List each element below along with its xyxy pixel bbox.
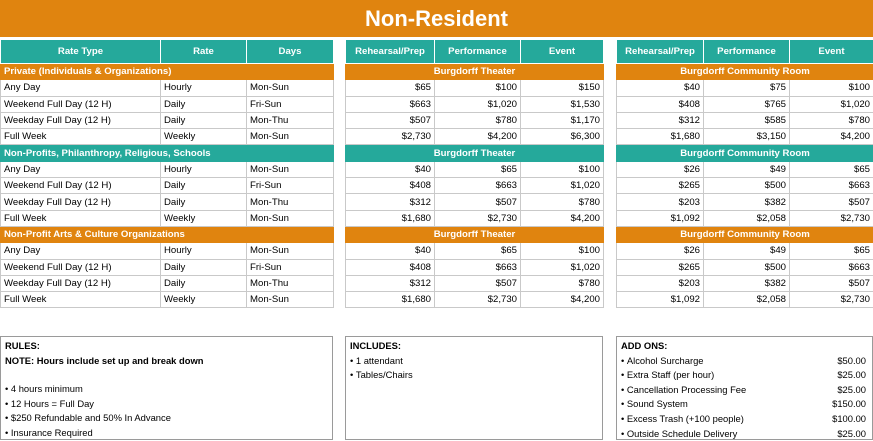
table-cell: $585 bbox=[704, 112, 790, 128]
table-cell: Hourly bbox=[161, 243, 247, 259]
table-cell: $663 bbox=[435, 178, 521, 194]
table-cell: Daily bbox=[161, 275, 247, 291]
table-cell: Mon-Sun bbox=[247, 243, 334, 259]
table-row bbox=[617, 129, 873, 145]
addon-item bbox=[621, 427, 866, 441]
addon-price: $150.00 bbox=[832, 397, 866, 412]
table-row bbox=[617, 275, 873, 291]
includes-item: • 1 attendant bbox=[350, 354, 598, 369]
table-cell: Weekend Full Day (12 H) bbox=[1, 259, 161, 275]
addon-label: • Extra Staff (per hour) bbox=[621, 368, 714, 383]
table-cell: Hourly bbox=[161, 161, 247, 177]
table-cell: Hourly bbox=[161, 80, 247, 96]
addon-item bbox=[621, 383, 866, 398]
table-row bbox=[346, 243, 604, 259]
table-row bbox=[1, 275, 334, 291]
addon-price: $50.00 bbox=[837, 354, 866, 369]
table-cell: $40 bbox=[346, 243, 435, 259]
table-cell: $507 bbox=[435, 194, 521, 210]
table-cell: $100 bbox=[521, 243, 604, 259]
table-row bbox=[617, 194, 873, 210]
table-row bbox=[1, 194, 334, 210]
table-cell: $1,020 bbox=[435, 96, 521, 112]
table-row bbox=[617, 96, 873, 112]
table-row bbox=[617, 161, 873, 177]
table-cell: $4,200 bbox=[790, 129, 873, 145]
venue-row bbox=[346, 226, 604, 242]
table-row bbox=[617, 178, 873, 194]
table-cell: $6,300 bbox=[521, 129, 604, 145]
table-row bbox=[346, 194, 604, 210]
table-cell: $265 bbox=[617, 178, 704, 194]
addons-heading: ADD ONS: bbox=[621, 339, 866, 354]
section-label: Burgdorff Community Room bbox=[617, 145, 873, 161]
table-cell: $312 bbox=[346, 194, 435, 210]
table-cell: $1,680 bbox=[346, 292, 435, 308]
section-label: Private (Individuals & Organizations) bbox=[1, 64, 334, 80]
table-cell: $65 bbox=[790, 243, 873, 259]
table-cell: $1,530 bbox=[521, 96, 604, 112]
venue-row bbox=[346, 64, 604, 80]
table-cell: $507 bbox=[346, 112, 435, 128]
venue-row bbox=[617, 226, 873, 242]
category-row bbox=[1, 226, 334, 242]
includes-heading: INCLUDES: bbox=[350, 339, 598, 354]
table-row bbox=[617, 259, 873, 275]
table-cell: $765 bbox=[704, 96, 790, 112]
addon-label: • Cancellation Processing Fee bbox=[621, 383, 746, 398]
table-cell: Fri-Sun bbox=[247, 259, 334, 275]
section-label: Burgdorff Theater bbox=[346, 64, 604, 80]
table-row bbox=[346, 161, 604, 177]
addon-label: • Excess Trash (+100 people) bbox=[621, 412, 744, 427]
addon-label: • Outside Schedule Delivery bbox=[621, 427, 737, 441]
table-cell: $663 bbox=[346, 96, 435, 112]
table-cell: Daily bbox=[161, 112, 247, 128]
table-cell: Mon-Sun bbox=[247, 210, 334, 226]
table-row bbox=[346, 292, 604, 308]
section-label: Non-Profit Arts & Culture Organizations bbox=[1, 226, 334, 242]
venue-row bbox=[346, 145, 604, 161]
table-row bbox=[617, 210, 873, 226]
rules-item: • 4 hours minimum bbox=[5, 382, 328, 397]
table-cell: $1,020 bbox=[790, 96, 873, 112]
addon-label: • Alcohol Surcharge bbox=[621, 354, 704, 369]
table-cell: $40 bbox=[346, 161, 435, 177]
table-cell: $4,200 bbox=[521, 292, 604, 308]
table-cell: $663 bbox=[435, 259, 521, 275]
table-row bbox=[1, 161, 334, 177]
addons-box bbox=[616, 336, 873, 440]
table-row bbox=[617, 243, 873, 259]
category-row bbox=[1, 64, 334, 80]
table-cell: $780 bbox=[521, 275, 604, 291]
table-cell: Full Week bbox=[1, 210, 161, 226]
table-row bbox=[617, 112, 873, 128]
table-cell: Any Day bbox=[1, 80, 161, 96]
table-cell: Weekend Full Day (12 H) bbox=[1, 178, 161, 194]
page-title: Non-Resident bbox=[0, 0, 873, 37]
table-cell: Mon-Thu bbox=[247, 112, 334, 128]
addon-item bbox=[621, 397, 866, 412]
table-cell: Weekly bbox=[161, 292, 247, 308]
table-cell: $75 bbox=[704, 80, 790, 96]
rules-item: • 12 Hours = Full Day bbox=[5, 397, 328, 412]
table-cell: Mon-Sun bbox=[247, 80, 334, 96]
column-header: Event bbox=[521, 40, 604, 64]
header-row bbox=[1, 40, 334, 64]
table-cell: $780 bbox=[790, 112, 873, 128]
table-cell: Weekly bbox=[161, 129, 247, 145]
table-cell: $312 bbox=[346, 275, 435, 291]
table-cell: $312 bbox=[617, 112, 704, 128]
table-cell: $408 bbox=[346, 178, 435, 194]
table-row bbox=[346, 275, 604, 291]
table-cell: $4,200 bbox=[521, 210, 604, 226]
table-cell: Daily bbox=[161, 96, 247, 112]
table-row bbox=[1, 80, 334, 96]
table-cell: $2,730 bbox=[435, 292, 521, 308]
table-cell: $780 bbox=[435, 112, 521, 128]
table-cell: $150 bbox=[521, 80, 604, 96]
table-cell: $26 bbox=[617, 161, 704, 177]
table-row bbox=[1, 210, 334, 226]
table-cell: $507 bbox=[435, 275, 521, 291]
column-header: Rate Type bbox=[1, 40, 161, 64]
table-row bbox=[346, 96, 604, 112]
table-cell: Full Week bbox=[1, 292, 161, 308]
rules-item: • Insurance Required bbox=[5, 426, 328, 441]
table-cell: $26 bbox=[617, 243, 704, 259]
table-cell: $4,200 bbox=[435, 129, 521, 145]
table-cell: Mon-Sun bbox=[247, 129, 334, 145]
section-label: Burgdorff Theater bbox=[346, 145, 604, 161]
table-cell: Full Week bbox=[1, 129, 161, 145]
table-cell: Weekly bbox=[161, 210, 247, 226]
table-cell: $2,730 bbox=[346, 129, 435, 145]
table-cell: Weekday Full Day (12 H) bbox=[1, 275, 161, 291]
table-cell: $65 bbox=[790, 161, 873, 177]
table-row bbox=[346, 129, 604, 145]
table-cell: $500 bbox=[704, 178, 790, 194]
section-label: Non-Profits, Philanthropy, Religious, Schools bbox=[1, 145, 334, 161]
venue-row bbox=[617, 64, 873, 80]
rules-note: NOTE: Hours include set up and break down bbox=[5, 354, 328, 369]
table-cell: $2,730 bbox=[790, 210, 873, 226]
column-header: Performance bbox=[435, 40, 521, 64]
column-header: Rehearsal/Prep bbox=[617, 40, 704, 64]
table-cell: $500 bbox=[704, 259, 790, 275]
table-cell: $1,092 bbox=[617, 210, 704, 226]
table-row bbox=[1, 129, 334, 145]
addon-price: $25.00 bbox=[837, 383, 866, 398]
table-cell: $203 bbox=[617, 275, 704, 291]
table-cell: $203 bbox=[617, 194, 704, 210]
table-cell: $780 bbox=[521, 194, 604, 210]
table-cell: $1,680 bbox=[346, 210, 435, 226]
category-row bbox=[1, 145, 334, 161]
table-cell: $382 bbox=[704, 275, 790, 291]
table-cell: $100 bbox=[790, 80, 873, 96]
table-row bbox=[346, 210, 604, 226]
table-row bbox=[346, 80, 604, 96]
rules-heading: RULES: bbox=[5, 339, 328, 354]
table-row bbox=[346, 112, 604, 128]
table-cell: $408 bbox=[346, 259, 435, 275]
table-cell: $65 bbox=[435, 243, 521, 259]
table-row bbox=[1, 243, 334, 259]
table-cell: Any Day bbox=[1, 161, 161, 177]
table-cell: Mon-Sun bbox=[247, 161, 334, 177]
table-row bbox=[1, 292, 334, 308]
addon-price: $25.00 bbox=[837, 368, 866, 383]
table-cell: $1,092 bbox=[617, 292, 704, 308]
table-row bbox=[346, 178, 604, 194]
table-cell: $408 bbox=[617, 96, 704, 112]
venue-row bbox=[617, 145, 873, 161]
table-cell: $100 bbox=[435, 80, 521, 96]
addon-label: • Sound System bbox=[621, 397, 688, 412]
table-cell: Weekday Full Day (12 H) bbox=[1, 112, 161, 128]
table-cell: Daily bbox=[161, 194, 247, 210]
addon-price: $100.00 bbox=[832, 412, 866, 427]
table-cell: $3,150 bbox=[704, 129, 790, 145]
includes-item: • Tables/Chairs bbox=[350, 368, 598, 383]
table-cell: Any Day bbox=[1, 243, 161, 259]
table-cell: $49 bbox=[704, 161, 790, 177]
table-cell: Weekday Full Day (12 H) bbox=[1, 194, 161, 210]
table-row bbox=[617, 80, 873, 96]
table-cell: $65 bbox=[435, 161, 521, 177]
addon-item bbox=[621, 368, 866, 383]
table-cell: $507 bbox=[790, 275, 873, 291]
burgdorff-theater-table bbox=[345, 39, 604, 308]
table-cell: Fri-Sun bbox=[247, 178, 334, 194]
header-row bbox=[346, 40, 604, 64]
table-cell: $2,058 bbox=[704, 210, 790, 226]
includes-box bbox=[345, 336, 603, 440]
column-header: Rate bbox=[161, 40, 247, 64]
column-header: Days bbox=[247, 40, 334, 64]
table-cell: Fri-Sun bbox=[247, 96, 334, 112]
addon-item bbox=[621, 412, 866, 427]
table-row bbox=[1, 112, 334, 128]
table-cell: $1,170 bbox=[521, 112, 604, 128]
rules-box bbox=[0, 336, 333, 440]
table-cell: $40 bbox=[617, 80, 704, 96]
table-cell: $507 bbox=[790, 194, 873, 210]
table-cell: $2,730 bbox=[790, 292, 873, 308]
table-cell: $1,020 bbox=[521, 259, 604, 275]
burgdorff-community-room-table bbox=[616, 39, 873, 308]
table-cell: $2,730 bbox=[435, 210, 521, 226]
section-label: Burgdorff Theater bbox=[346, 226, 604, 242]
column-header: Rehearsal/Prep bbox=[346, 40, 435, 64]
table-row bbox=[346, 259, 604, 275]
table-cell: Daily bbox=[161, 178, 247, 194]
addon-item bbox=[621, 354, 866, 369]
table-cell: Daily bbox=[161, 259, 247, 275]
table-cell: $265 bbox=[617, 259, 704, 275]
table-cell: Mon-Thu bbox=[247, 275, 334, 291]
table-row bbox=[617, 292, 873, 308]
table-row bbox=[1, 96, 334, 112]
table-cell: $663 bbox=[790, 178, 873, 194]
rules-item: • $250 Refundable and 50% In Advance bbox=[5, 411, 328, 426]
addon-price: $25.00 bbox=[837, 427, 866, 441]
table-cell: Mon-Thu bbox=[247, 194, 334, 210]
table-cell: $1,020 bbox=[521, 178, 604, 194]
table-cell: $49 bbox=[704, 243, 790, 259]
rate-type-table bbox=[0, 39, 334, 308]
table-cell: $382 bbox=[704, 194, 790, 210]
table-cell: $1,680 bbox=[617, 129, 704, 145]
table-cell: $663 bbox=[790, 259, 873, 275]
table-cell: $100 bbox=[521, 161, 604, 177]
section-label: Burgdorff Community Room bbox=[617, 226, 873, 242]
header-row bbox=[617, 40, 873, 64]
section-label: Burgdorff Community Room bbox=[617, 64, 873, 80]
table-cell: $65 bbox=[346, 80, 435, 96]
table-cell: Mon-Sun bbox=[247, 292, 334, 308]
table-cell: $2,058 bbox=[704, 292, 790, 308]
table-row bbox=[1, 178, 334, 194]
table-row bbox=[1, 259, 334, 275]
column-header: Event bbox=[790, 40, 873, 64]
column-header: Performance bbox=[704, 40, 790, 64]
table-cell: Weekend Full Day (12 H) bbox=[1, 96, 161, 112]
